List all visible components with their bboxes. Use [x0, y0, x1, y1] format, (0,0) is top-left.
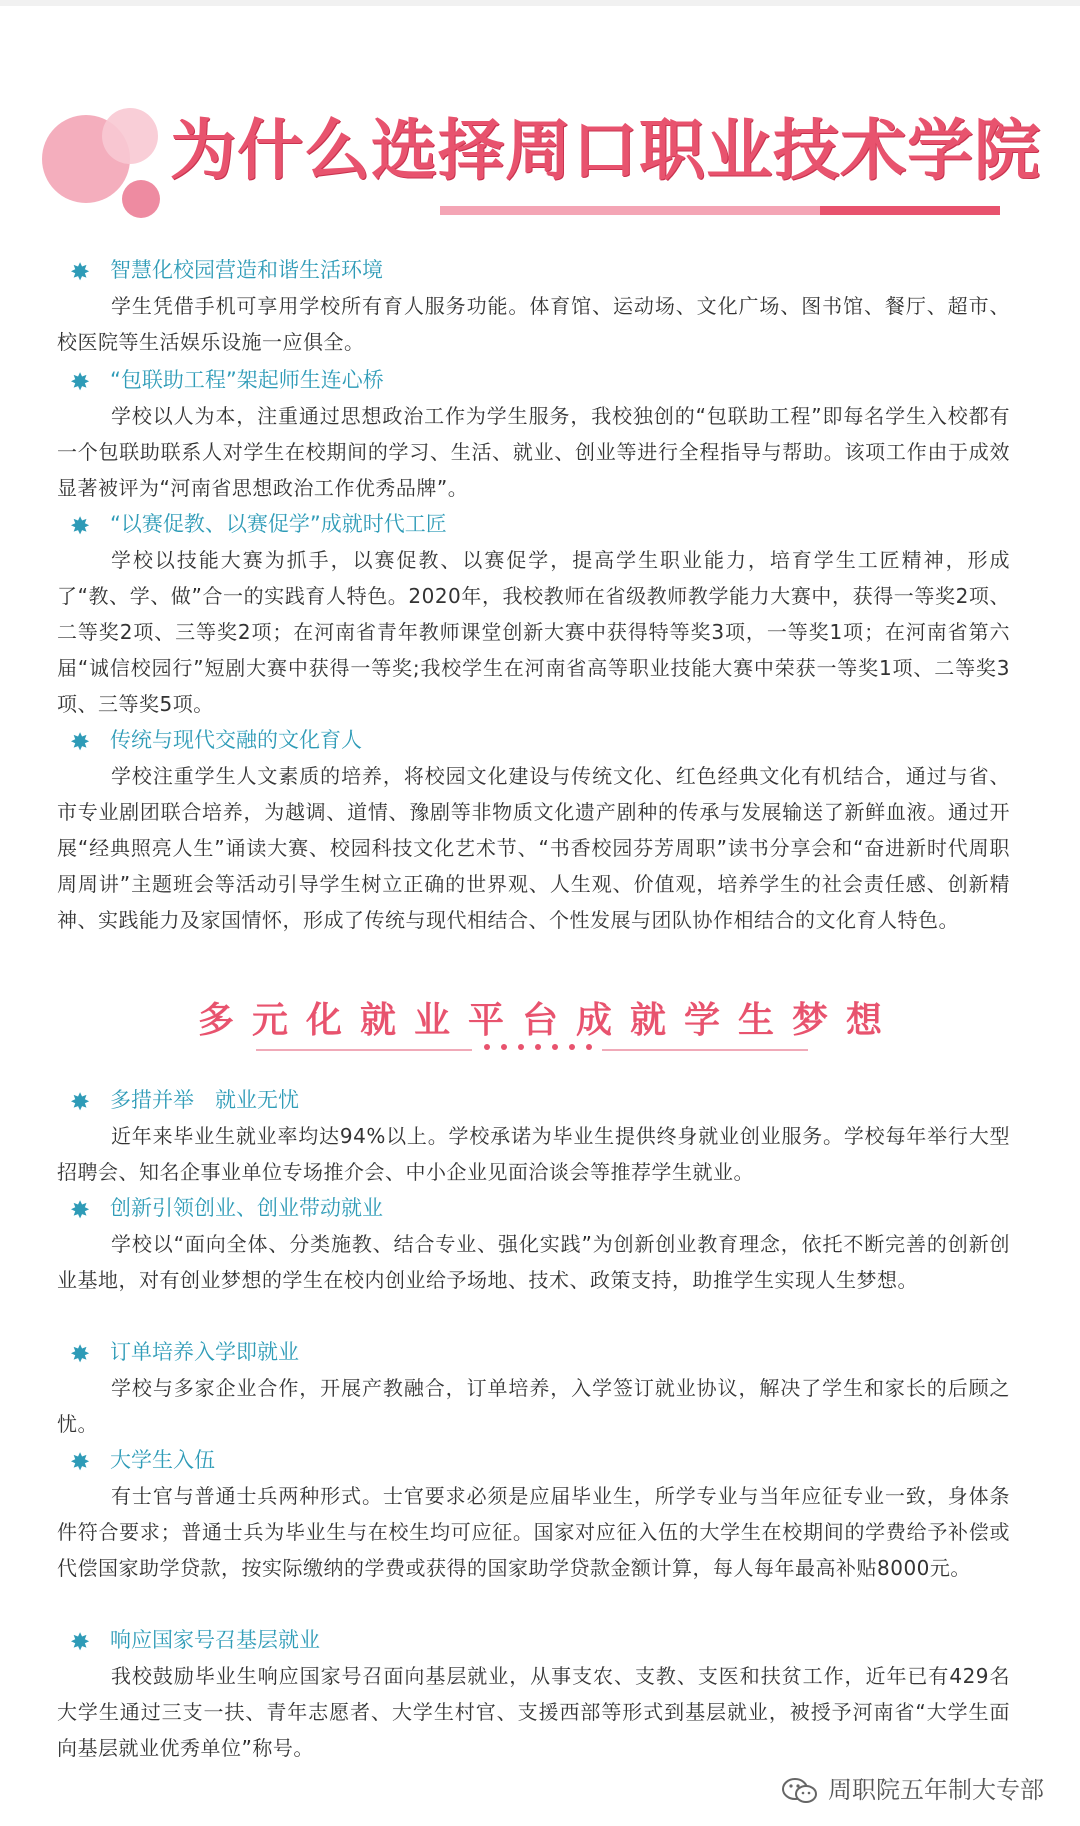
employment-item-order-training	[0, 1334, 1080, 1442]
star-bullet-icon: ✸	[70, 368, 91, 396]
item-heading	[0, 1442, 1080, 1478]
star-bullet-icon: ✸	[70, 1196, 91, 1224]
item-heading-text: 大学生入伍	[110, 1448, 215, 1472]
star-bullet-icon: ✸	[70, 728, 91, 756]
item-body: 学校以“面向全体、分类施教、结合专业、强化实践”为创新创业教育理念，依托不断完善的创新创业基地，对有创业梦想的学生在校内创业给予场地、技术、政策支持，助推学生实现人生梦想。	[57, 1232, 1010, 1292]
feature-item-competitions	[0, 506, 1080, 722]
top-border	[0, 0, 1080, 6]
employment-item-grassroots	[0, 1622, 1080, 1766]
item-heading	[0, 506, 1080, 542]
star-bullet-icon: ✸	[70, 1088, 91, 1116]
item-heading	[0, 1082, 1080, 1118]
decor-bubble-light	[102, 108, 158, 164]
star-bullet-icon: ✸	[70, 1340, 91, 1368]
item-heading-text: 订单培养入学即就业	[110, 1340, 299, 1364]
subtitle-dots-divider	[484, 1044, 594, 1054]
wechat-icon	[780, 1776, 820, 1806]
subtitle-line-left	[256, 1049, 472, 1051]
item-heading	[0, 362, 1080, 398]
watermark-text: 周职院五年制大专部	[828, 1776, 1044, 1804]
item-heading-text: “以赛促教、以赛促学”成就时代工匠	[110, 512, 447, 536]
star-bullet-icon: ✸	[70, 258, 91, 286]
item-body: 学校注重学生人文素质的培养，将校园文化建设与传统文化、红色经典文化有机结合，通过与省、市专业剧团联合培养，为越调、道情、豫剧等非物质文化遗产剧种的传承与发展输送了新鲜血液。通过开展“经典照亮人生”诵读大赛、校园科技文化艺术节、“书香校园芬芳周职”读书分享会和“奋进新时代周职周周讲”主题班会等活动引导学生树立正确的世界观、人生观、价值观，培养学生的社会责任感、创新精神、实践能力及家国情怀，形成了传统与现代相结合、个性发展与团队协作相结合的文化育人特色。	[57, 764, 1010, 932]
item-heading	[0, 722, 1080, 758]
employment-item-enlistment	[0, 1442, 1080, 1586]
star-bullet-icon: ✸	[70, 512, 91, 540]
feature-item-culture	[0, 722, 1080, 938]
item-heading-text: 响应国家号召基层就业	[110, 1628, 320, 1652]
item-body: 学校以人为本，注重通过思想政治工作为学生服务，我校独创的“包联助工程”即每名学生入校都有一个包联助联系人对学生在校期间的学习、生活、就业、创业等进行全程指导与帮助。该项工作由于成效显著被评为“河南省思想政治工作优秀品牌”。	[57, 404, 1010, 500]
section-subtitle: 多元化就业平台成就学生梦想	[197, 1000, 900, 1041]
item-heading-text: 多措并举 就业无忧	[110, 1088, 299, 1112]
item-body: 学生凭借手机可享用学校所有育人服务功能。体育馆、运动场、文化广场、图书馆、餐厅、超市、校医院等生活娱乐设施一应俱全。	[57, 294, 1010, 354]
item-heading-text: 创新引领创业、创业带动就业	[110, 1196, 383, 1220]
item-heading-text: 传统与现代交融的文化育人	[110, 728, 362, 752]
item-body: 近年来毕业生就业率均达94%以上。学校承诺为毕业生提供终身就业创业服务。学校每年举行大型招聘会、知名企事业单位专场推介会、中小企业见面洽谈会等推荐学生就业。	[57, 1124, 1010, 1184]
title-underline-light	[440, 206, 820, 215]
decor-bubble-small	[122, 180, 160, 218]
item-body: 我校鼓励毕业生响应国家号召面向基层就业，从事支农、支教、支医和扶贫工作，近年已有429名大学生通过三支一扶、青年志愿者、大学生村官、支援西部等形式到基层就业，被授予河南省“大学生面向基层就业优秀单位”称号。	[57, 1664, 1010, 1760]
account-watermark	[780, 1770, 1044, 1810]
item-heading-text: “包联助工程”架起师生连心桥	[110, 368, 384, 392]
employment-item-multiple-measures	[0, 1082, 1080, 1190]
star-bullet-icon: ✸	[70, 1628, 91, 1656]
item-heading	[0, 1622, 1080, 1658]
star-bullet-icon: ✸	[70, 1448, 91, 1476]
title-underline-dark	[820, 206, 1000, 215]
feature-item-baolianzhu	[0, 362, 1080, 506]
item-body: 学校以技能大赛为抓手，以赛促教、以赛促学，提高学生职业能力，培育学生工匠精神，形成了“教、学、做”合一的实践育人特色。2020年，我校教师在省级教师教学能力大赛中，获得一等奖2项、二等奖2项、三等奖2项；在河南省青年教师课堂创新大赛中获得特等奖3项，一等奖1项；在河南省第六届“诚信校园行”短剧大赛中获得一等奖;我校学生在河南省高等职业技能大赛中荣获一等奖1项、二等奖3项、三等奖5项。	[57, 548, 1010, 716]
item-heading-text: 智慧化校园营造和谐生活环境	[110, 258, 383, 282]
item-body: 学校与多家企业合作，开展产教融合，订单培养，入学签订就业协议，解决了学生和家长的后顾之忧。	[57, 1376, 1010, 1436]
item-heading	[0, 1334, 1080, 1370]
item-heading	[0, 1190, 1080, 1226]
employment-item-innovation	[0, 1190, 1080, 1298]
subtitle-line-right	[602, 1049, 808, 1051]
page-title: 为什么选择周口职业技术学院	[170, 112, 1041, 189]
feature-item-smart-campus	[0, 252, 1080, 360]
item-heading	[0, 252, 1080, 288]
item-body: 有士官与普通士兵两种形式。士官要求必须是应届毕业生，所学专业与当年应征专业一致，身体条件符合要求；普通士兵为毕业生与在校生均可应征。国家对应征入伍的大学生在校期间的学费给予补偿或代偿国家助学贷款，按实际缴纳的学费或获得的国家助学贷款金额计算，每人每年最高补贴8000元。	[57, 1484, 1010, 1580]
